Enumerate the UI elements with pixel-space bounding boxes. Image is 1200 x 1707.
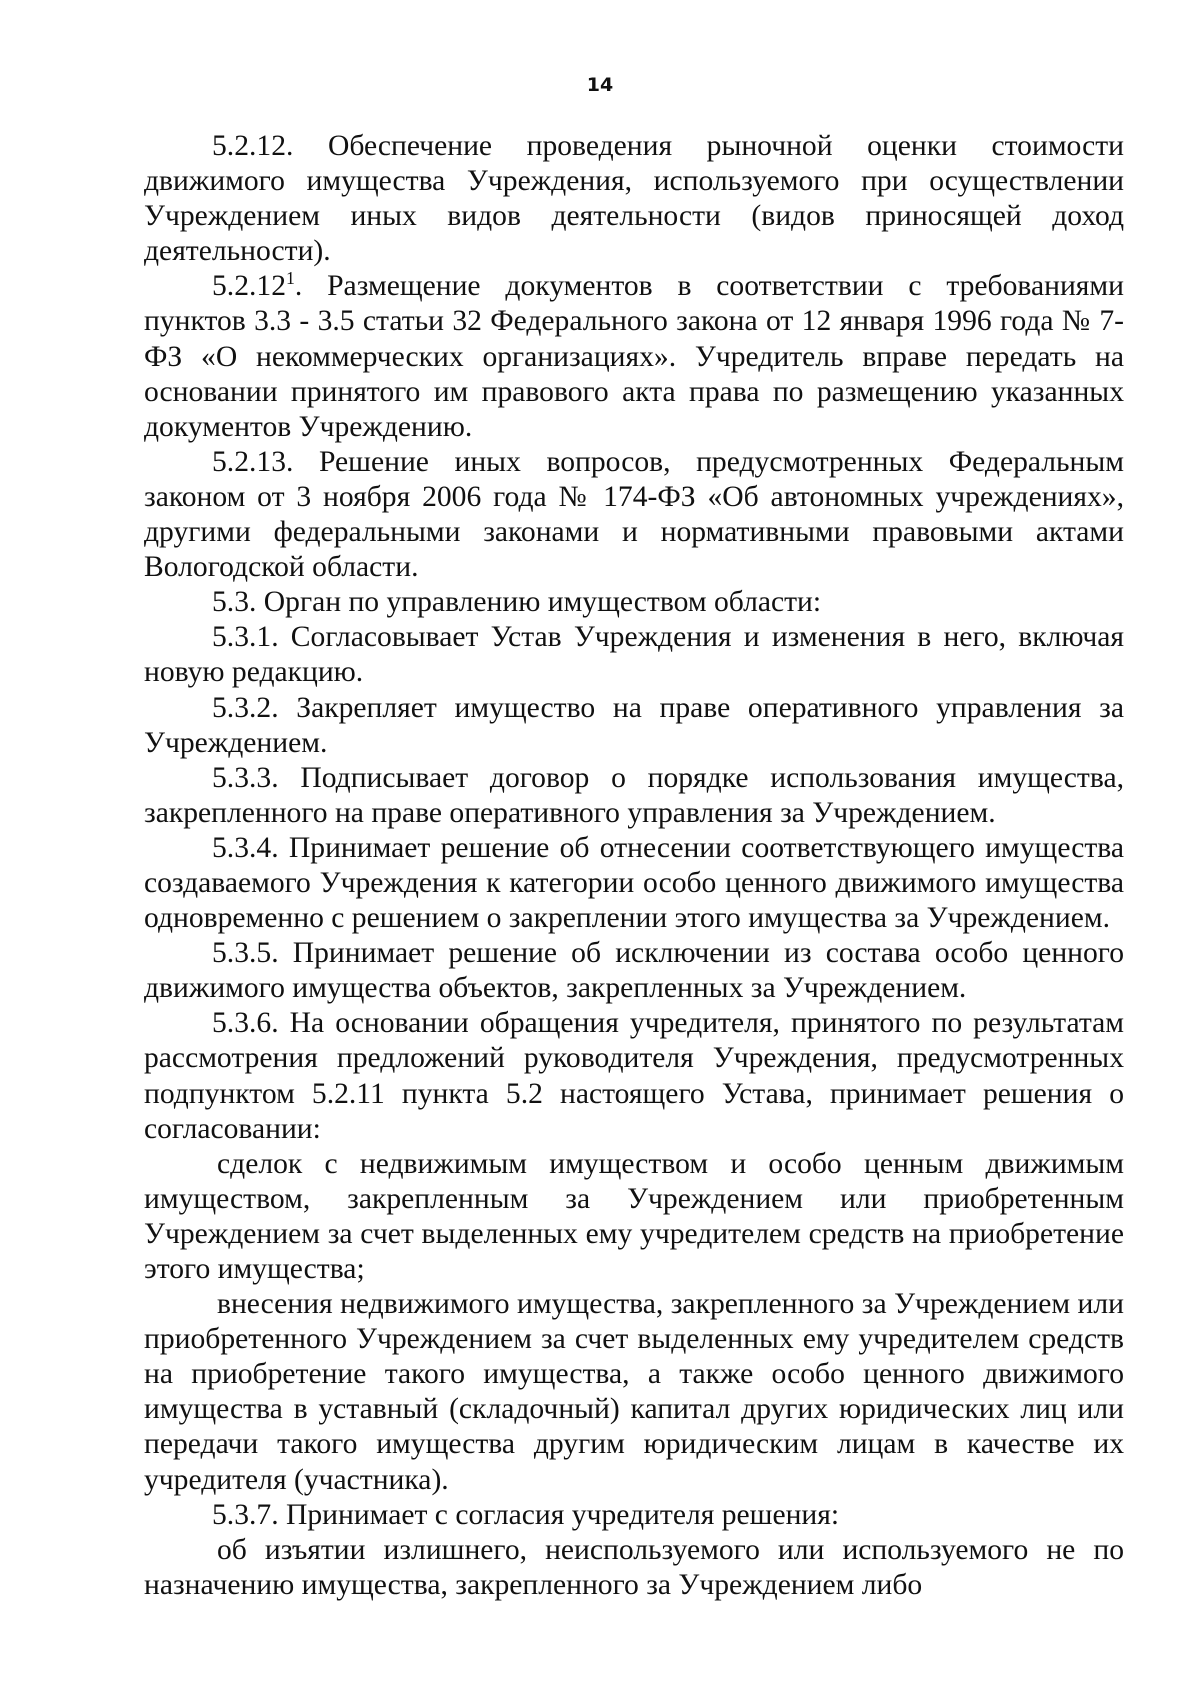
paragraph-5-2-12: 5.2.12. Обеспечение проведения рыночной оценки стоимости движимого имущества Учреждения, используемого при осуществлении Учреждением иных видов деятельности (видов приносящей доход деятельности). bbox=[144, 130, 1124, 268]
paragraph-deals: сделок с недвижимым имуществом и особо ценным движимым имуществом, закрепленным за Учреждением или приобретенным Учреждением за счет выделенных ему учредителем средств на приобретение этого имущества; bbox=[144, 1147, 1124, 1285]
clause-text: . Размещение документов в соответствии с требованиями пунктов 3.3 - 3.5 статьи 32 Федерального закона от 12 января 1996 года № 7-ФЗ «О некоммерческих организациях». Учредитель вправе передать на основании принятого им правового акта права по размещению указанных документов Учреждению. bbox=[144, 270, 1124, 443]
paragraph-5-3-7: 5.3.7. Принимает с согласия учредителя решения: bbox=[212, 1498, 840, 1531]
paragraph-5-3-3: 5.3.3. Подписывает договор о порядке использования имущества, закрепленного на праве оперативного управления за Учреждением. bbox=[144, 761, 1124, 829]
clause-number: 5.2.12 bbox=[212, 270, 286, 303]
paragraph-5-3: 5.3. Орган по управлению имуществом области: bbox=[212, 586, 822, 619]
paragraph-contribution: внесения недвижимого имущества, закрепленного за Учреждением или приобретенного Учреждением за счет выделенных ему учредителем средств на приобретение такого имущества, а также особо ценного движимого имущества в уставный (складочный) капитал других юридических лиц или передачи такого имущества другим юридическим лицам в качестве их учредителя (участника). bbox=[144, 1288, 1124, 1496]
page-number: 14 bbox=[586, 74, 614, 96]
paragraph-5-3-6: 5.3.6. На основании обращения учредителя, принятого по результатам рассмотрения предложений руководителя Учреждения, предусмотренных подпунктом 5.2.11 пункта 5.2 настоящего Устава, принимает решения о согласовании: bbox=[144, 1007, 1124, 1145]
paragraph-withdrawal: об изъятии излишнего, неиспользуемого или используемого не по назначению имущества, закрепленного за Учреждением либо bbox=[144, 1533, 1124, 1601]
paragraph-5-3-2: 5.3.2. Закрепляет имущество на праве оперативного управления за Учреждением. bbox=[144, 691, 1124, 759]
paragraph-5-3-5: 5.3.5. Принимает решение об исключении из состава особо ценного движимого имущества объектов, закрепленных за Учреждением. bbox=[144, 937, 1124, 1005]
document-body bbox=[144, 129, 1124, 1603]
paragraph-5-2-12-1 bbox=[144, 269, 1124, 444]
paragraph-5-3-4: 5.3.4. Принимает решение об отнесении соответствующего имущества создаваемого Учреждения к категории особо ценного движимого имущества одновременно с решением о закреплении этого имущества за Учреждением. bbox=[144, 831, 1124, 935]
paragraph-5-3-1: 5.3.1. Согласовывает Устав Учреждения и изменения в него, включая новую редакцию. bbox=[144, 621, 1124, 689]
paragraph-5-2-13: 5.2.13. Решение иных вопросов, предусмотренных Федеральным законом от 3 ноября 2006 года № 174-ФЗ «Об автономных учреждениях», другими федеральными законами и нормативными правовыми актами Вологодской области. bbox=[144, 445, 1124, 584]
clause-superscript: 1 bbox=[285, 268, 295, 289]
